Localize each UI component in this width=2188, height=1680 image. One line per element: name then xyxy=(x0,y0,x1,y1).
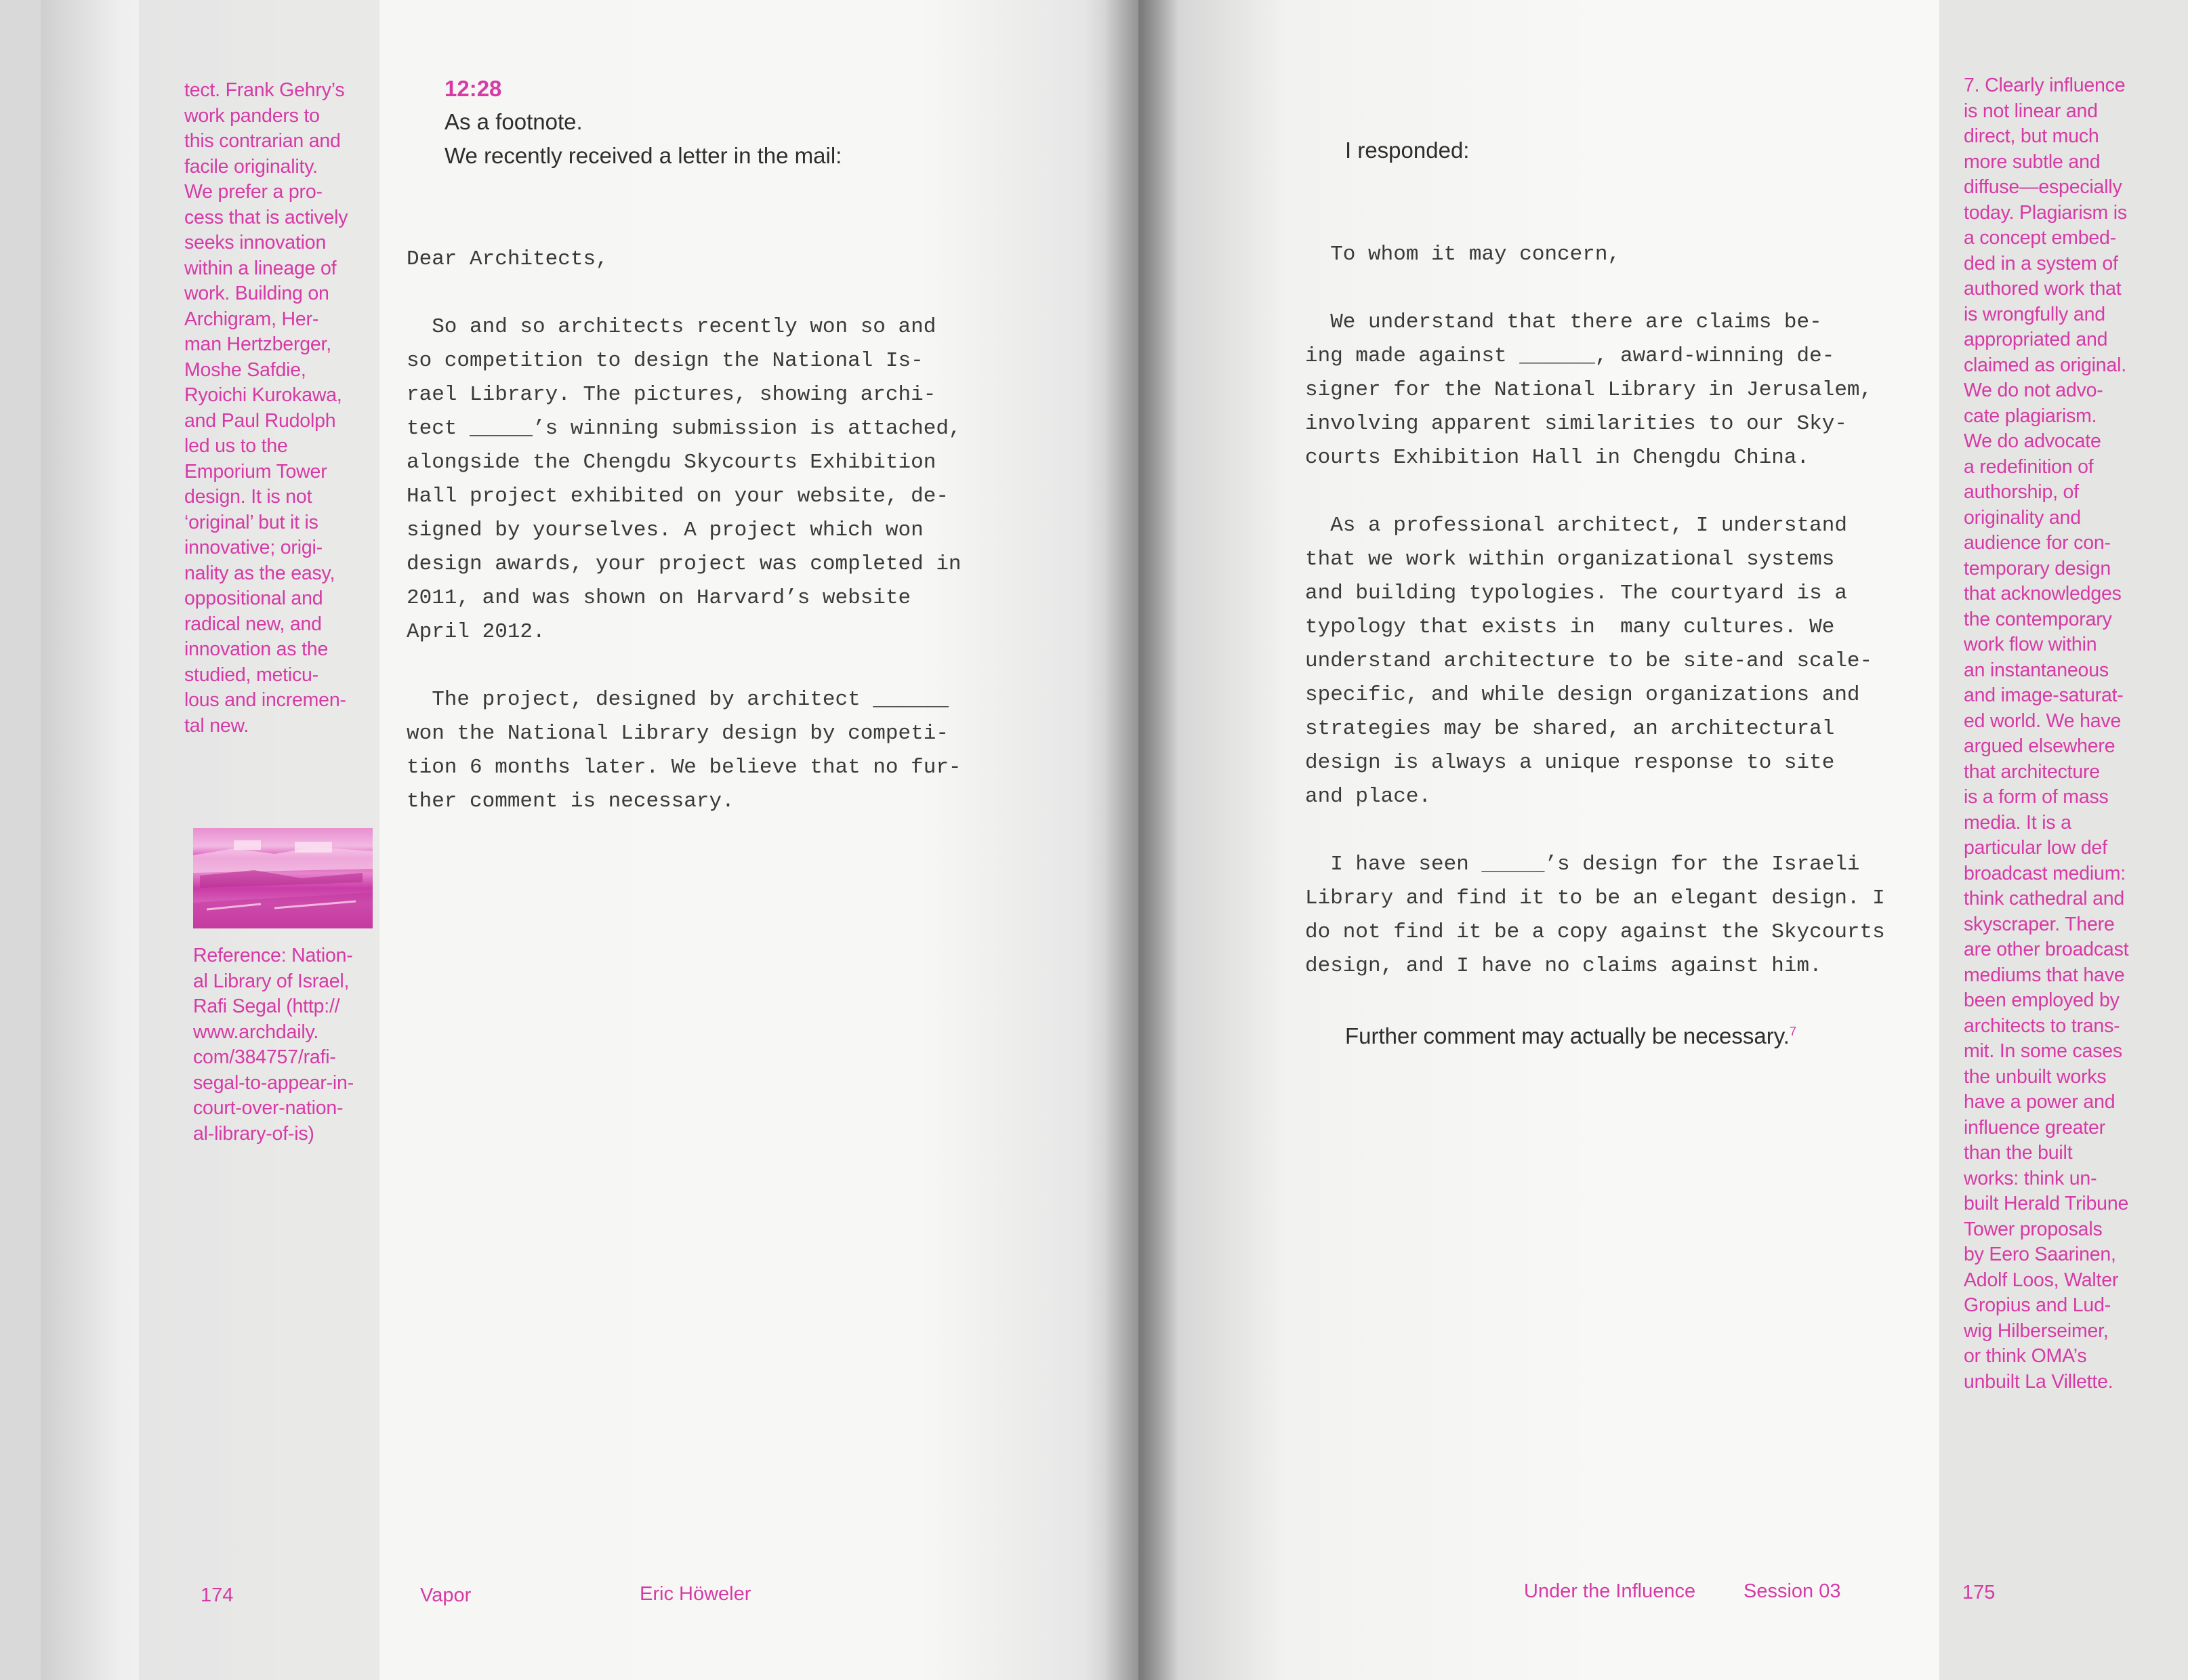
caption-line: com/384757/rafi- xyxy=(193,1046,336,1068)
margin-note-line: have a power and xyxy=(1964,1091,2115,1113)
letter-line: signer for the National Library in Jerusalem, xyxy=(1305,378,1873,402)
margin-note-line: than the built xyxy=(1964,1142,2073,1164)
margin-note-line: skyscraper. There xyxy=(1964,913,2115,935)
left-page-number: 174 xyxy=(201,1584,234,1606)
right-margin-note xyxy=(1964,73,2187,1395)
margin-note-line: Adolf Loos, Walter xyxy=(1964,1269,2119,1291)
letter-line: 2011, and was shown on Harvard’s website xyxy=(407,586,911,610)
margin-note-line: is not linear and xyxy=(1964,100,2098,122)
letter-line xyxy=(1305,475,1885,509)
margin-note-line: a concept embed- xyxy=(1964,227,2116,249)
letter-line: so competition to design the National Is- xyxy=(407,349,924,373)
right-intro: I responded: xyxy=(1345,138,1470,163)
margin-note-line: this contrarian and xyxy=(184,130,341,152)
letter-line: strategies may be shared, an architectural xyxy=(1305,717,1835,741)
margin-note-line: tal new. xyxy=(184,714,249,737)
margin-note-line: Tower proposals xyxy=(1964,1218,2103,1240)
margin-note-line: work flow within xyxy=(1964,634,2097,655)
letter-line: tect _____’s winning submission is attached, xyxy=(407,417,962,441)
letter-line: signed by yourselves. A project which won xyxy=(407,518,924,542)
letter-line xyxy=(407,649,962,683)
margin-note-line: ded in a system of xyxy=(1964,252,2118,274)
letter-line: and building typologies. The courtyard is a xyxy=(1305,581,1847,605)
margin-note-line: a redefinition of xyxy=(1964,455,2094,478)
margin-note-line: work. Building on xyxy=(184,283,329,304)
letter-line: specific, and while design organizations and xyxy=(1305,683,1860,707)
letter-line: and place. xyxy=(1305,785,1432,808)
margin-note-line: Gropius and Lud- xyxy=(1964,1294,2111,1316)
margin-note-line: We do advocate xyxy=(1964,430,2101,452)
margin-note-line: the contemporary xyxy=(1964,608,2112,630)
margin-note-line: innovative; origi- xyxy=(184,537,323,558)
margin-note-line: and Paul Rudolph xyxy=(184,409,336,432)
letter-line: ing made against ______, award-winning de- xyxy=(1305,344,1835,368)
letter-line xyxy=(1305,814,1885,848)
caption-line: Rafi Segal (http:// xyxy=(193,996,340,1017)
margin-note-line: or think OMA’s xyxy=(1964,1345,2087,1367)
letter-line: Hall project exhibited on your website, de- xyxy=(407,485,949,508)
letter-line: involving apparent similarities to our Sky- xyxy=(1305,412,1847,436)
margin-note-line: architects to trans- xyxy=(1964,1015,2120,1037)
left-running-author: Eric Höweler xyxy=(640,1583,751,1605)
margin-note-line: been employed by xyxy=(1964,989,2120,1011)
left-intro-line: As a footnote. xyxy=(445,109,583,134)
footnote-marker: 7 xyxy=(1789,1025,1796,1038)
margin-note-line: innovation as the xyxy=(184,638,329,660)
letter-line: that we work within organizational systems xyxy=(1305,548,1835,571)
margin-note-line: is a form of mass xyxy=(1964,786,2109,808)
margin-note-line: authorship, of xyxy=(1964,481,2079,503)
margin-note-line: diffuse—especially xyxy=(1964,176,2122,198)
margin-note-line: particular low def xyxy=(1964,837,2107,859)
margin-note-line: tect. Frank Gehry’s xyxy=(184,79,345,101)
margin-note-line: that architecture xyxy=(1964,760,2100,783)
margin-note-line: the unbuilt works xyxy=(1964,1065,2107,1088)
letter-line xyxy=(407,276,962,310)
margin-note-line: broadcast medium: xyxy=(1964,862,2126,884)
response-letter xyxy=(1305,238,1885,983)
margin-note-line: within a lineage of xyxy=(184,257,337,279)
closing-text: Further comment may actually be necessary. xyxy=(1345,1023,1790,1048)
left-intro xyxy=(445,105,842,173)
margin-note-line: ‘original’ but it is xyxy=(184,511,318,533)
letter-line: As a professional architect, I understand xyxy=(1305,514,1847,537)
margin-note-line: direct, but much xyxy=(1964,125,2099,147)
margin-note-line: an instantaneous xyxy=(1964,659,2109,681)
margin-note-line: built Herald Tribune xyxy=(1964,1193,2129,1214)
margin-note-line: man Hertzberger, xyxy=(184,333,331,355)
letter-line: Library and find it to be an elegant design. I xyxy=(1305,886,1885,910)
letter-line: tion 6 months later. We believe that no fur- xyxy=(407,756,962,779)
margin-note-line: and image-saturat- xyxy=(1964,684,2124,706)
margin-note-line: today. Plagiarism is xyxy=(1964,201,2127,224)
letter-line: typology that exists in many cultures. We xyxy=(1305,615,1835,639)
margin-note-line: think cathedral and xyxy=(1964,888,2125,909)
margin-note-line: We do not advo- xyxy=(1964,380,2103,401)
margin-note-line: argued elsewhere xyxy=(1964,735,2115,757)
timestamp: 12:28 xyxy=(445,76,502,101)
received-letter xyxy=(407,243,962,819)
margin-note-line: authored work that xyxy=(1964,278,2122,300)
margin-note-line: 7. Clearly influence xyxy=(1964,75,2126,96)
margin-note-line: audience for con- xyxy=(1964,532,2111,554)
caption-line: segal-to-appear-in- xyxy=(193,1071,354,1094)
margin-note-line: radical new, and xyxy=(184,613,322,635)
caption-line: court-over-nation- xyxy=(193,1097,344,1119)
left-running-title: Vapor xyxy=(420,1584,472,1606)
margin-note-line: cess that is actively xyxy=(184,206,348,228)
margin-note-line: design. It is not xyxy=(184,486,312,508)
margin-note-line: temporary design xyxy=(1964,557,2111,579)
margin-note-line: Archigram, Her- xyxy=(184,308,319,330)
margin-note-line: work panders to xyxy=(184,104,320,127)
caption-line: www.archdaily. xyxy=(193,1021,319,1043)
margin-note-line: are other broadcast xyxy=(1964,939,2129,960)
right-page-number: 175 xyxy=(1962,1582,1996,1603)
margin-note-line: appropriated and xyxy=(1964,329,2108,350)
reference-image xyxy=(193,828,373,928)
margin-note-line: lous and incremen- xyxy=(184,689,346,711)
margin-note-line: works: think un- xyxy=(1964,1167,2097,1189)
margin-note-line: We prefer a pro- xyxy=(184,181,323,203)
letter-line: alongside the Chengdu Skycourts Exhibition xyxy=(407,451,936,474)
margin-note-line: mit. In some cases xyxy=(1964,1040,2122,1062)
letter-line: design is always a unique response to site xyxy=(1305,751,1835,775)
letter-line: rael Library. The pictures, showing archi- xyxy=(407,383,936,407)
caption-line: al-library-of-is) xyxy=(193,1122,314,1145)
letter-line xyxy=(1305,272,1885,306)
margin-note-line: cate plagiarism. xyxy=(1964,405,2097,427)
letter-line: The project, designed by architect ______ xyxy=(407,688,949,712)
left-intro-line: We recently received a letter in the mail: xyxy=(445,143,842,168)
margin-note-line: influence greater xyxy=(1964,1116,2105,1139)
margin-note-line: media. It is a xyxy=(1964,811,2071,834)
left-margin-note xyxy=(184,78,381,739)
margin-note-line: wig Hilberseimer, xyxy=(1964,1319,2109,1342)
letter-line: design, and I have no claims against him. xyxy=(1305,954,1822,978)
caption-line: al Library of Israel, xyxy=(193,970,350,992)
right-session-label: Session 03 xyxy=(1743,1580,1841,1602)
margin-note-line: is wrongfully and xyxy=(1964,303,2105,325)
margin-note-line: Moshe Safdie, xyxy=(184,358,306,381)
margin-note-line: Ryoichi Kurokawa, xyxy=(184,384,342,406)
margin-note-line: more subtle and xyxy=(1964,150,2101,173)
right-running-title: Under the Influence xyxy=(1524,1580,1696,1602)
margin-note-line: Emporium Tower xyxy=(184,460,327,483)
letter-line: ther comment is necessary. xyxy=(407,790,735,813)
margin-note-line: nality as the easy, xyxy=(184,562,335,584)
margin-note-line: unbuilt La Villette. xyxy=(1964,1370,2113,1393)
letter-line: I have seen _____’s design for the Israeli xyxy=(1305,853,1860,876)
margin-note-line: facile originality. xyxy=(184,155,318,178)
letter-line: We understand that there are claims be- xyxy=(1305,310,1822,334)
letter-line: do not find it be a copy against the Skycourts xyxy=(1305,920,1885,944)
book-gutter xyxy=(1105,0,1179,1680)
letter-line: design awards, your project was completed in xyxy=(407,552,962,576)
letter-line: To whom it may concern, xyxy=(1305,243,1621,266)
margin-note-line: that acknowledges xyxy=(1964,583,2122,605)
letter-line: April 2012. xyxy=(407,620,545,644)
margin-note-line: originality and xyxy=(1964,506,2081,529)
closing-line xyxy=(1345,1015,1796,1053)
letter-line: courts Exhibition Hall in Chengdu China. xyxy=(1305,446,1810,470)
margin-note-line: by Eero Saarinen, xyxy=(1964,1244,2116,1265)
letter-line: won the National Library design by competi- xyxy=(407,722,949,745)
margin-note-line: mediums that have xyxy=(1964,964,2125,986)
margin-note-line: oppositional and xyxy=(184,588,323,609)
margin-note-line: studied, meticu- xyxy=(184,663,318,686)
margin-note-line: led us to the xyxy=(184,435,288,457)
letter-line: understand architecture to be site-and scale- xyxy=(1305,649,1873,673)
margin-note-line: seeks innovation xyxy=(184,232,327,253)
margin-note-line: ed world. We have xyxy=(1964,710,2122,732)
reference-caption xyxy=(193,943,383,1147)
margin-note-line: claimed as original. xyxy=(1964,354,2126,376)
letter-line: So and so architects recently won so and xyxy=(407,315,936,339)
letter-line: Dear Architects, xyxy=(407,247,608,271)
caption-line: Reference: Nation- xyxy=(193,945,353,966)
